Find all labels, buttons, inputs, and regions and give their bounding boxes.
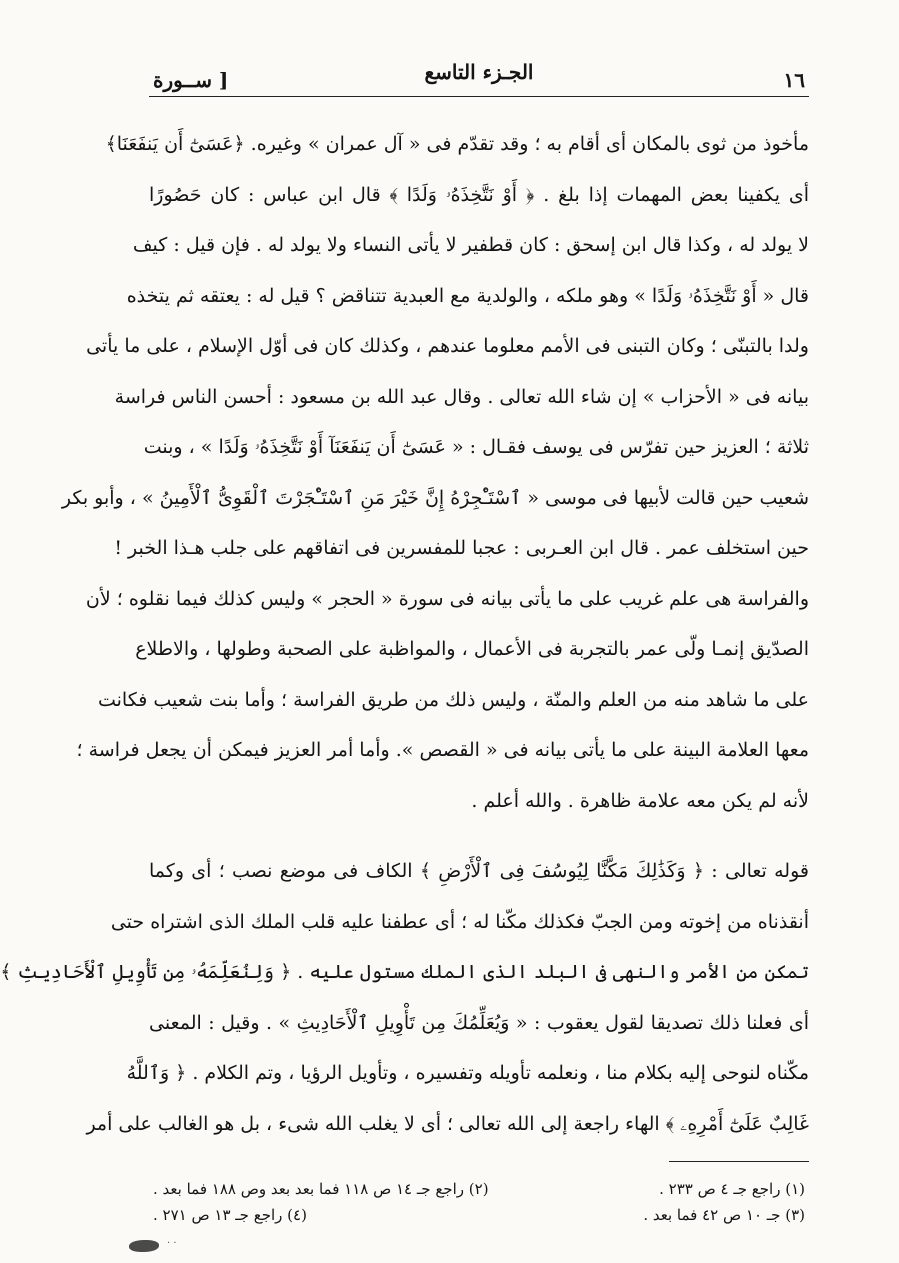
paragraph-2 (0, 846, 809, 1149)
text-line: أنقذناه من إخوته ومن الجبّ فكذلك مكّنا له ؛ أى عطفنا عليه قلب الملك الذى اشتراه حتى (110, 910, 809, 933)
text-line: على ما شاهد منه من العلم والمنّة ، وليس ذلك من طريق الفراسة ؛ وأما بنت شعيب فكانت (97, 688, 809, 711)
text-line: الصدّيق إنمـا ولّى عمر بالتجربة فى الأعمال ، والمواظبة على الصحبة وطولها ، والاطلاع (135, 638, 809, 660)
footnote-2: (٢) راجع جـ ١٤ ص ١١٨ فما بعد بعد وص ١٨٨ فما بعد . (153, 1180, 489, 1198)
surah-label: [ ســورة (153, 68, 229, 92)
footnote-row (149, 1176, 809, 1202)
footnotes (149, 1176, 809, 1228)
text-line: والفراسة هى علم غريب على ما يأتى بيانه فى سورة « الحجر » وليس كذلك فيما نقلوه ؛ لأن (85, 587, 809, 610)
main-text (0, 119, 809, 1149)
text-line: أى يكفينا بعض المهمات إذا بلغ . ﴿ أَوْ نَتَّخِذَهُۥ وَلَدًا ﴾ قال ابن عباس : كان حَصُورًا (149, 183, 809, 206)
text-line: معها العلامة البينة على ما يأتى بيانه فى « القصص ». وأما أمر العزيز فيمكن أن يجعل فراسة ؛ (76, 739, 809, 761)
text-line: قوله تعالى : ﴿ وَكَذَٰلِكَ مَكَّنَّا لِيُوسُفَ فِى ٱلْأَرْضِ ﴾ الكاف فى موضع نصب ؛ أى وكما (149, 860, 809, 882)
ink-dots: · · (167, 1238, 177, 1249)
text-line: تمكن من الأمر والنهى فى البلد الذى الملك مستول عليه . ﴿ وَلِنُعَلِّمَهُۥ مِن تَأْوِيلِ ٱلْأَحَادِيثِ ﴾ (0, 961, 809, 983)
text-line: قال « أَوْ نَتَّخِذَهُۥ وَلَدًا » وهو ملكه ، والولدية مع العبدية تتناقض ؟ قيل له : يعتقه ثم يتخذه (126, 284, 809, 307)
footnote-4: (٤) راجع جـ ١٣ ص ٢٧١ . (153, 1206, 307, 1224)
running-header (149, 52, 809, 97)
part-title: الجـزء التاسع (424, 60, 534, 84)
text-line: لأنه لم يكن معه علامة ظاهرة . والله أعلم . (471, 789, 809, 812)
text-line: غَالِبٌ عَلَىٰٓ أَمْرِهِۦ ﴾ الهاء راجعة إلى الله تعالى ؛ أى لا يغلب الله شىء ، بل هو الغالب على أمر (86, 1112, 809, 1135)
text-line: مأخوذ من ثوى بالمكان أى أقام به ؛ وقد تقدّم فى « آل عمران » وغيره. ﴿عَسَىٰٓ أَن يَنفَعَنَا﴾ (105, 133, 809, 155)
text-line: ولدا بالتبنّى ؛ وكان التبنى فى الأمم معلوما عندهم ، وكذلك كان فى أوّل الإسلام ، على ما يأتى (86, 335, 809, 357)
text-line: ثلاثة ؛ العزيز حين تفرّس فى يوسف فقـال : « عَسَىٰٓ أَن يَنفَعَنَآ أَوْ نَتَّخِذَهُۥ وَلَدًا » ، وبنت (143, 436, 809, 458)
text-line: لا يولد له ، وكذا قال ابن إسحق : كان قطفير لا يأتى النساء ولا يولد له . فإن قيل : كيف (132, 234, 809, 256)
text-line: شعيب حين قالت لأبيها فى موسى « ٱسْتَـْٔجِرْهُ إِنَّ خَيْرَ مَنِ ٱسْتَـْٔجَرْتَ ٱلْقَوِىُّ ٱلْأَمِينُ » ، وأبو بكر (61, 486, 809, 509)
book-page (0, 52, 809, 1228)
footnote-row (149, 1202, 809, 1228)
footnote-3: (٣) جـ ١٠ ص ٤٢ فما بعد . (643, 1206, 805, 1224)
text-line: حين استخلف عمر . قال ابن العـربى : عجبا للمفسرين فى اتفاقهم على جلب هـذا الخبر ! (114, 537, 809, 559)
text-line: أى فعلنا ذلك تصديقا لقول يعقوب : « وَيُعَلِّمُكَ مِن تَأْوِيلِ ٱلْأَحَادِيثِ » . وقيل : المعنى (149, 1011, 809, 1034)
page-number: ١٦ (783, 68, 805, 92)
ink-smudge (129, 1240, 159, 1252)
text-line: مكّناه لنوحى إليه بكلام منا ، ونعلمه تأويله وتفسيره ، وتأويل الرؤيا ، وتم الكلام . ﴿ وَٱللَّهُ (126, 1062, 809, 1084)
text-line: بيانه فى « الأحزاب » إن شاء الله تعالى . وقال عبد الله بن مسعود : أحسن الناس فراسة (114, 385, 809, 408)
footnote-divider (669, 1161, 809, 1162)
footnote-1: (١) راجع جـ ٤ ص ٢٣٣ . (659, 1180, 805, 1198)
paragraph-1 (61, 119, 809, 826)
